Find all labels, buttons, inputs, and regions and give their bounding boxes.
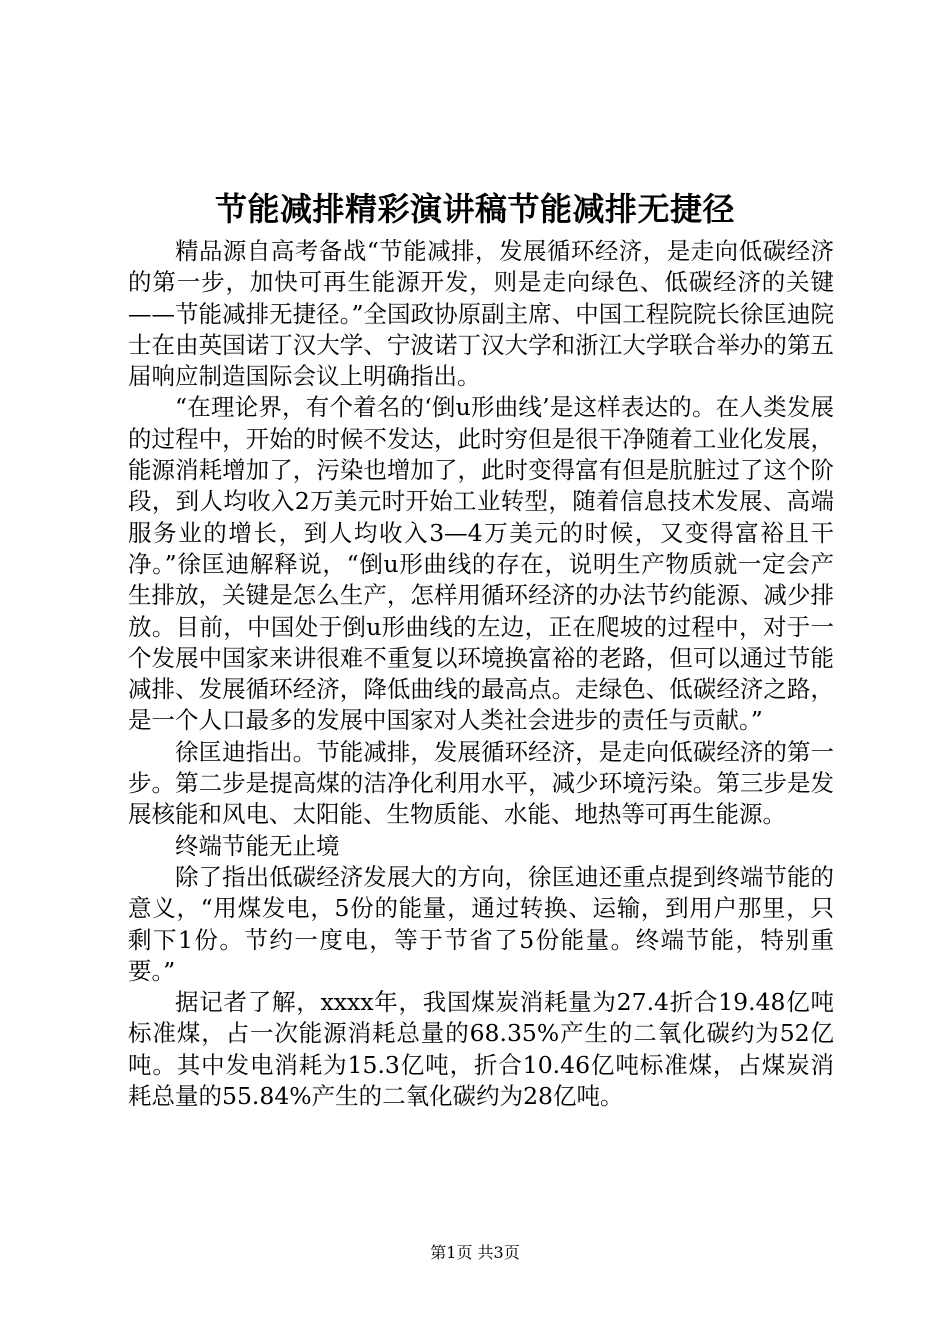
paragraph: 徐匡迪指出。节能减排，发展循环经济，是走向低碳经济的第一步。第二步是提高煤的洁净化利用水平，减少环境污染。第三步是发展核能和风电、太阳能、生物质能、水能、地热等可再生能源。 bbox=[128, 737, 834, 829]
document-body bbox=[128, 236, 834, 1112]
paragraph: 精品源自高考备战“节能减排，发展循环经济，是走向低碳经济的第一步，加快可再生能源开发，则是走向绿色、低碳经济的关键——节能减排无捷径。”全国政协原副主席、中国工程院院长徐匡迪院士在由英国诺丁汉大学、宁波诺丁汉大学和浙江大学联合举办的第五届响应制造国际会议上明确指出。 bbox=[128, 237, 834, 391]
paragraph: 据记者了解，xxxx年，我国煤炭消耗量为27.4折合19.48亿吨标准煤，占一次能源消耗总量的68.35%产生的二氧化碳约为52亿吨。其中发电消耗为15.3亿吨，折合10.46亿吨标准煤，占煤炭消耗总量的55.84%产生的二氧化碳约为28亿吨。 bbox=[128, 988, 834, 1111]
section-heading: 终端节能无止境 bbox=[175, 831, 340, 860]
page-footer: 第1页 共3页 bbox=[430, 1243, 520, 1262]
document-title: 节能减排精彩演讲稿节能减排无捷径 bbox=[214, 190, 735, 228]
paragraph: 除了指出低碳经济发展大的方向，徐匡迪还重点提到终端节能的意义，“用煤发电，5份的能量，通过转换、运输，到用户那里，只剩下1份。节约一度电，等于节省了5份能量。终端节能，特别重要。” bbox=[128, 862, 834, 985]
paragraph: “在理论界，有个着名的‘倒u形曲线’是这样表达的。在人类发展的过程中，开始的时候不发达，此时穷但是很干净随着工业化发展，能源消耗增加了，污染也增加了，此时变得富有但是肮脏过了这个阶段，到人均收入2万美元时开始工业转型，随着信息技术发展、高端服务业的增长，到人均收入3—4万美元的时候，又变得富裕且干净。”徐匡迪解释说，“倒u形曲线的存在，说明生产物质就一定会产生排放，关键是怎么生产，怎样用循环经济的办法节约能源、减少排放。目前，中国处于倒u形曲线的左边，正在爬坡的过程中，对于一个发展中国家来讲很难不重复以环境换富裕的老路，但可以通过节能减排、发展循环经济，降低曲线的最高点。走绿色、低碳经济之路，是一个人口最多的发展中国家对人类社会进步的责任与贡献。” bbox=[128, 393, 834, 735]
